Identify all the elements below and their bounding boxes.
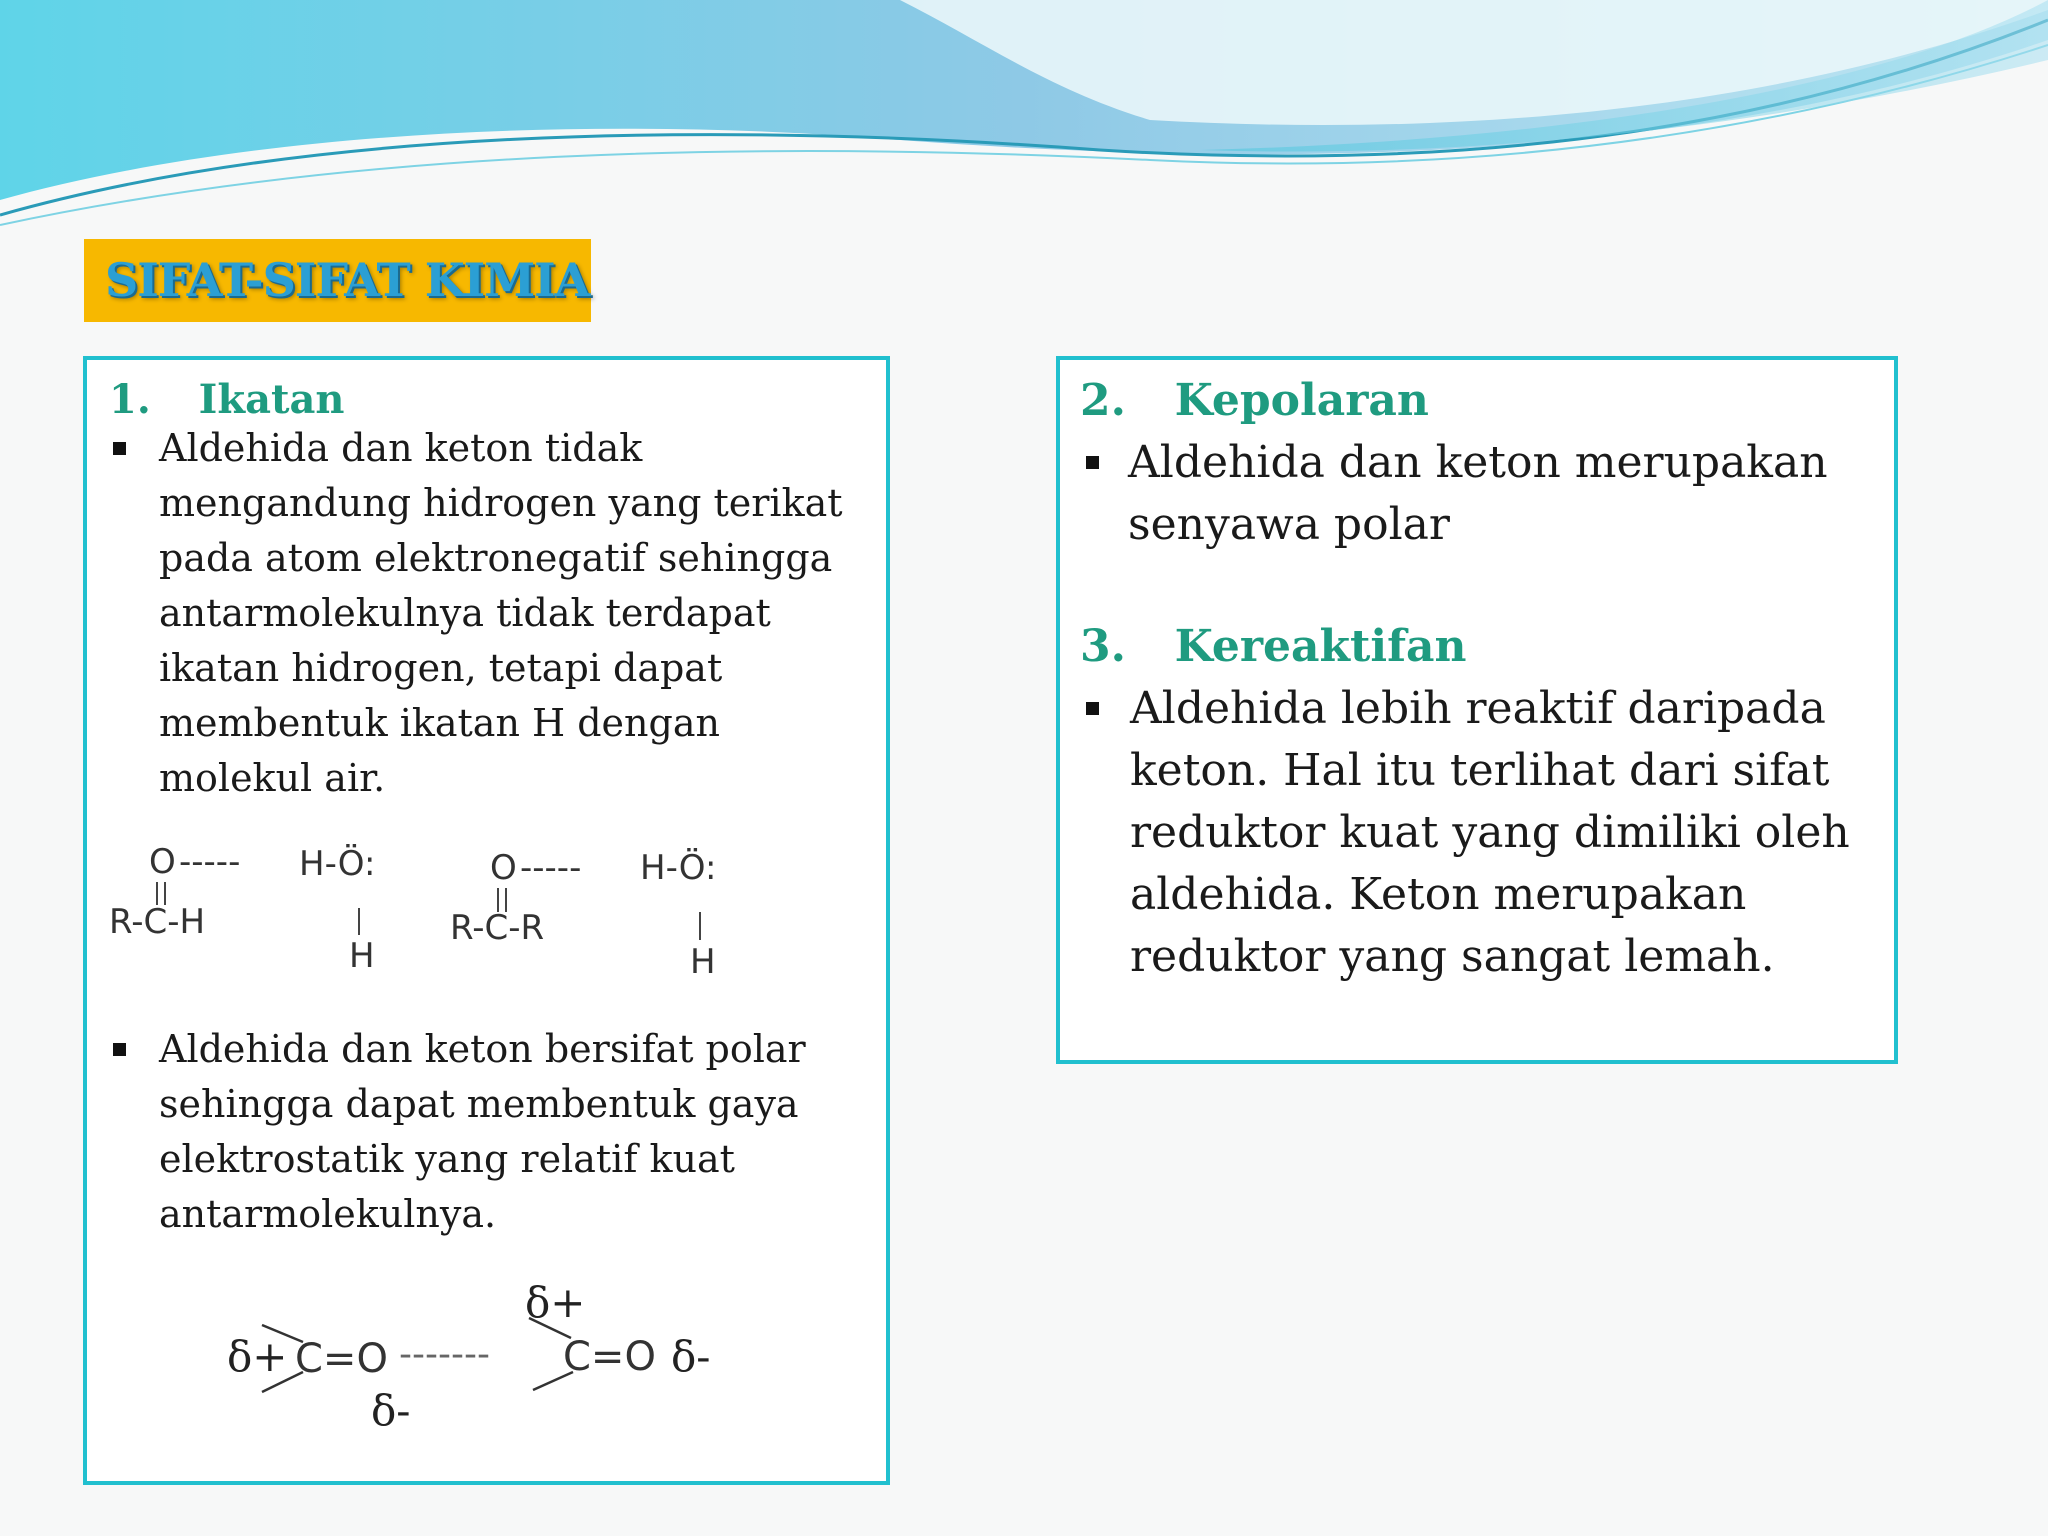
ikatan-paragraph-2: Aldehida dan keton bersifat polar sehingga dapat membentuk gaya elektrostatik yang relatif kuat antarmolekulnya. [159, 1027, 806, 1236]
right-content-panel [1056, 356, 1898, 1064]
section-title: Kereaktifan [1174, 621, 1467, 672]
dipole-dashes: ------- [399, 1334, 490, 1375]
ketone-water-hydrogen: H [690, 942, 716, 982]
slide-title-box [84, 239, 591, 322]
aldehyde-chain: R-C-H [109, 902, 206, 942]
ketone-water-molecule: H-Ö: [640, 848, 717, 888]
ikatan-paragraph-1: Aldehida dan keton tidak mengandung hidrogen yang terikat pada atom elektronegatif sehingga antarmolekulnya tidak terdapat ikatan hidrogen, tetapi dapat membentuk ikatan H dengan molekul air. [159, 426, 843, 800]
aldehyde-oxygen: O [149, 842, 176, 882]
kereaktifan-paragraph: Aldehida lebih reaktif daripada keton. Hal itu terlihat dari sifat reduktor kuat yang dimiliki oleh aldehida. Keton merupakan reduktor yang sangat lemah. [1130, 683, 1850, 982]
aldehyde-water-molecule: H-Ö: [299, 844, 376, 884]
delta-plus-top: δ+ [525, 1278, 586, 1327]
aldehyde-water-hydrogen: H [349, 936, 375, 976]
section-kepolaran-heading [1080, 370, 1429, 432]
section-number: 2. [1080, 375, 1126, 426]
header-wave-decoration [0, 0, 2048, 240]
aldehyde-hbond-dashes: ----- [179, 842, 241, 882]
delta-minus-bottom: δ- [371, 1386, 411, 1435]
left-content-panel [83, 356, 890, 1485]
carbonyl-group-right: C=O [563, 1334, 656, 1380]
carbonyl-group-left: C=O [295, 1336, 388, 1382]
section-number: 3. [1080, 621, 1126, 672]
delta-minus-right: δ- [671, 1332, 711, 1381]
section-number: 1. [109, 376, 151, 423]
section-title: Kepolaran [1174, 375, 1429, 426]
ketone-chain: R-C-R [450, 908, 545, 948]
section-kereaktifan-heading [1080, 616, 1467, 678]
bullet-square-icon [1086, 456, 1099, 469]
dipole-diagram-bonds [87, 360, 887, 1480]
bullet-square-icon [1086, 702, 1099, 715]
ketone-hbond-dashes: ----- [520, 848, 582, 888]
section-title: Ikatan [198, 376, 345, 423]
kepolaran-paragraph: Aldehida dan keton merupakan senyawa polar [1128, 437, 1828, 550]
delta-plus-left: δ+ [227, 1332, 288, 1381]
ketone-oxygen: O [490, 848, 517, 888]
slide-title: SIFAT-SIFAT KIMIA [105, 253, 590, 307]
